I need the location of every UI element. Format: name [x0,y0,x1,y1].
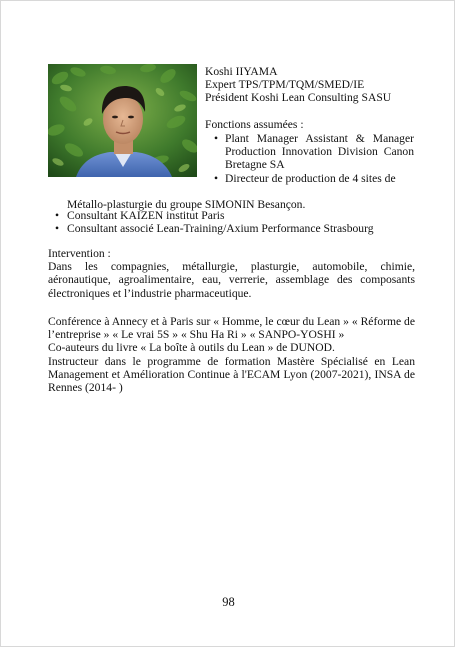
list-item-text: Consultant associé Lean-Training/Axium Performance Strasbourg [67,222,374,236]
list-item [214,172,414,185]
intervention-text: Dans les compagnies, métallurgie, plasturgie, automobile, chimie, aéronautique, agroalimentaire, eau, verrerie, assemblage des composants électroniques et l’industrie pharmaceutique. [48,260,415,300]
profile-header [205,65,415,105]
bullet-icon: • [214,171,219,185]
list-item-text: Consultant KAIZEN institut Paris [67,209,225,222]
consultant-list [53,209,413,235]
person-role: Expert TPS/TPM/TQM/SMED/IE [205,78,365,92]
bullet-icon: • [54,222,60,236]
portrait-photo [48,64,197,177]
instructor-text: Instructeur dans le programme de formation Mastère Spécialisé en Lean Management et Amélioration Continue à l'ECAM Lyon (2007-2021), INSA de Rennes (2014- ) [48,354,415,395]
list-item [53,222,413,235]
bullet-icon: • [214,132,219,145]
person-company: Président Koshi Lean Consulting SASU [205,91,392,105]
list-item-continuation: Métallo-plasturgie du groupe SIMONIN Besançon. [67,198,306,211]
functions-list [214,132,414,185]
list-item-text: Directeur de production de 4 sites de [225,171,396,185]
list-item [214,132,414,172]
person-name: Koshi IIYAMA [205,65,278,78]
list-item-text: Plant Manager Assistant & Manager Production Innovation Division Canon Bretagne SA [225,132,414,172]
list-item [53,209,413,222]
conference-section [48,315,415,394]
functions-heading: Fonctions assumées : [205,118,304,131]
intervention-heading: Intervention : [48,247,111,260]
intervention-section [48,247,415,300]
conference-text: Conférence à Annecy et à Paris sur « Homme, le cœur du Lean » « Réforme de l’entreprise » « Le vrai 5S » « Shu Ha Ri » « SANPO-YOSHI » [48,315,415,342]
page-number: 98 [222,595,235,609]
coauthor-text: Co-auteurs du livre « La boîte à outils du Lean » de DUNOD. [48,341,335,355]
bullet-icon: • [54,209,60,222]
